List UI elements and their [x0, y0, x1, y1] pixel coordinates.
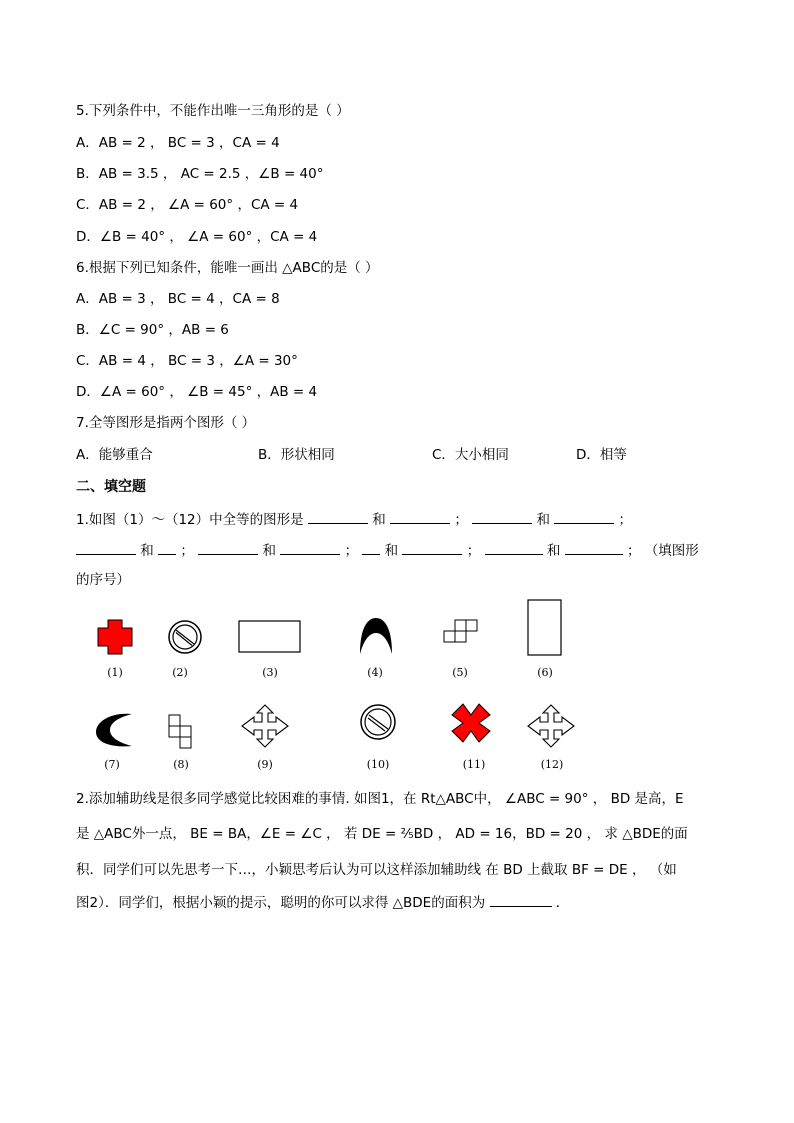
squares-shape-8 — [168, 714, 194, 750]
answer-blank[interactable] — [490, 892, 552, 907]
q5-option-a: A．AB = 2 ， BC = 3 ，CA = 4 — [76, 135, 280, 151]
answer-blank[interactable] — [362, 540, 380, 555]
rectangle-shape-3 — [238, 620, 302, 654]
q6-stem: 6.根据下列已知条件，能唯一画出 △ABC的是（ ） — [76, 260, 379, 276]
q5-option-d: D．∠B = 40° ， ∠A = 60° ，CA = 4 — [76, 229, 318, 245]
figure-label: (3) — [262, 666, 278, 679]
q5-option-c: C．AB = 2 ， ∠A = 60° ，CA = 4 — [76, 197, 299, 213]
answer-blank[interactable] — [76, 540, 136, 555]
red-cross-shape-11 — [450, 702, 492, 744]
four-arrow-shape-12 — [526, 704, 576, 748]
figure-label: (11) — [462, 758, 486, 771]
fill2-prompt: 图2）．同学们，根据小颖的提示，聪明的你可以求得 △BDE的面积为 — [76, 895, 486, 911]
answer-blank[interactable] — [554, 509, 614, 524]
fill2-line4 — [76, 892, 569, 912]
q7-stem: 7.全等图形是指两个图形（ ） — [76, 415, 256, 431]
and-word: 和 — [140, 543, 154, 559]
figure-label: (1) — [107, 666, 123, 679]
answer-blank[interactable] — [198, 540, 258, 555]
answer-blank[interactable] — [308, 509, 368, 524]
fill1-line1 — [76, 509, 632, 529]
fill2-line3: 积．同学们可以先思考一下…，小颖思考后认为可以这样添加辅助线 在 BD 上截取 BF = DE ， （如 — [76, 862, 677, 878]
four-arrow-shape-9 — [240, 704, 290, 748]
answer-blank[interactable] — [472, 509, 532, 524]
answer-blank[interactable] — [280, 540, 340, 555]
answer-blank[interactable] — [565, 540, 623, 555]
and-word: 和 — [372, 512, 386, 528]
separator: ； — [466, 543, 481, 559]
fill1-tail: （填图形 — [644, 543, 699, 559]
q5-option-b: B．AB = 3.5 ， AC = 2.5 ，∠B = 40° — [76, 166, 324, 182]
prohibition-sign-shape-2 — [166, 619, 204, 655]
q7-option-a: A．能够重合 — [76, 447, 153, 463]
figure-label: (12) — [540, 758, 564, 771]
q5-stem: 5.下列条件中，不能作出唯一三角形的是（ ） — [76, 103, 350, 119]
tall-rectangle-shape-6 — [527, 599, 563, 657]
separator: ； — [344, 543, 359, 559]
separator: ； — [626, 543, 641, 559]
prohibition-sign-shape-10 — [358, 703, 398, 741]
separator: ； — [454, 512, 468, 528]
fill2-line1: 2.添加辅助线是很多同学感觉比较困难的事情. 如图1，在 Rt△ABC中， ∠ABC = 90° ， BD 是高，E — [76, 791, 684, 807]
and-word: 和 — [546, 543, 561, 559]
fill1-line2 — [76, 540, 699, 560]
squares-shape-5 — [443, 619, 483, 643]
answer-blank[interactable] — [402, 540, 462, 555]
fill1-line3: 的序号） — [76, 572, 130, 588]
fill2-line2: 是 △ABC外一点， BE = BA，∠E = ∠C ， 若 DE = ²⁄₅BD ， AD = 16，BD = 20 ， 求 △BDE的面 — [76, 826, 688, 842]
figure-label: (8) — [173, 758, 189, 771]
period: ． — [555, 895, 570, 911]
figure-label: (7) — [104, 758, 120, 771]
section-heading: 二、填空题 — [76, 479, 146, 495]
answer-blank[interactable] — [390, 509, 450, 524]
q7-option-b: B．形状相同 — [258, 447, 335, 463]
q6-option-d: D．∠A = 60° ， ∠B = 45° ，AB = 4 — [76, 384, 318, 400]
and-word: 和 — [536, 512, 550, 528]
black-arch-shape-4 — [358, 617, 394, 655]
figure-label: (6) — [537, 666, 553, 679]
q7-option-d: D．相等 — [576, 447, 627, 463]
q6-option-b: B．∠C = 90° ，AB = 6 — [76, 322, 229, 338]
answer-blank[interactable] — [485, 540, 543, 555]
figure-label: (9) — [257, 758, 273, 771]
figure-label: (5) — [452, 666, 468, 679]
figure-label: (2) — [172, 666, 188, 679]
and-word: 和 — [262, 543, 276, 559]
fill1-prompt: 1.如图（1）～（12）中全等的图形是 — [76, 512, 304, 528]
black-crescent-shape-7 — [94, 712, 134, 748]
q7-option-c: C．大小相同 — [432, 447, 509, 463]
answer-blank[interactable] — [158, 540, 176, 555]
q6-option-c: C．AB = 4 ， BC = 3 ，∠A = 30° — [76, 353, 298, 369]
red-cross-shape-1 — [95, 619, 135, 655]
separator: ； — [618, 512, 633, 528]
figure-label: (4) — [367, 666, 383, 679]
figure-label: (10) — [366, 758, 390, 771]
and-word: 和 — [384, 543, 399, 559]
q6-option-a: A．AB = 3 ， BC = 4 ，CA = 8 — [76, 291, 280, 307]
separator: ； — [180, 543, 194, 559]
